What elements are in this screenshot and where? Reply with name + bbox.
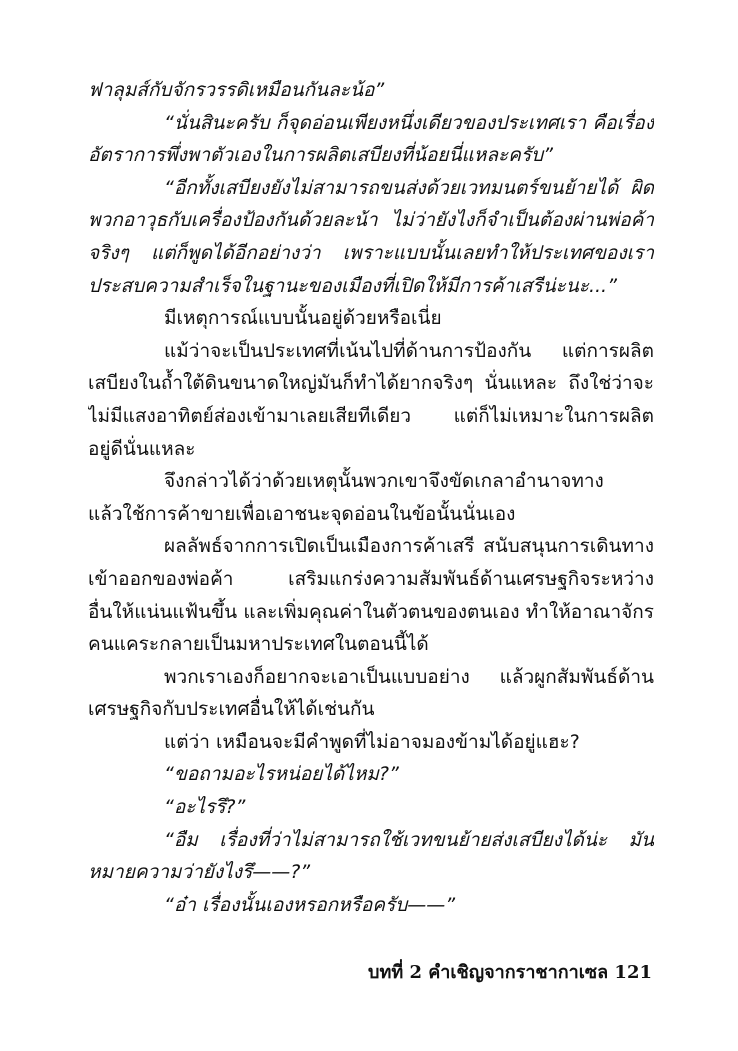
book-page-body bbox=[88, 74, 654, 921]
text-line: เสบียงในถ้ำใต้ดินขนาดใหญ่มันก็ทำได้ยากจริงๆ นั่นแหละ ถึงใช่ว่าจะ bbox=[88, 372, 654, 395]
text-line: พวกเราเองก็อยากจะเอาเป็นแบบอย่าง แล้วผูกสัมพันธ์ด้าน bbox=[164, 665, 654, 688]
text-line: แต่ว่า เหมือนจะมีคำพูดที่ไม่อาจมองข้ามได้อยู่แฮะ? bbox=[164, 730, 580, 753]
text-line: “อะไรรึ?” bbox=[164, 796, 246, 819]
text-line: อัตราการพึ่งพาตัวเองในการผลิตเสบียงที่น้อยนี่แหละครับ” bbox=[88, 144, 553, 167]
text-line: จริงๆ แต่ก็พูดได้อีกอย่างว่า เพราะแบบนั้นเลยทำให้ประเทศของเรา bbox=[88, 241, 654, 264]
text-line: แล้วใช้การค้าขายเพื่อเอาชนะจุดอ่อนในข้อนั้นนั่นเอง bbox=[88, 502, 516, 525]
text-line: จึงกล่าวได้ว่าด้วยเหตุนั้นพวกเขาจึงขัดเกลาอำนาจทาง bbox=[164, 470, 604, 493]
text-line: เศรษฐกิจกับประเทศอื่นให้ได้เช่นกัน bbox=[88, 698, 375, 721]
text-line: อยู่ดีนั่นแหละ bbox=[88, 437, 196, 460]
text-line: “นั่นสินะครับ ก็จุดอ่อนเพียงหนึ่งเดียวของประเทศเรา คือเรื่อง bbox=[164, 111, 654, 134]
text-line: มีเหตุการณ์แบบนั้นอยู่ด้วยหรือเนี่ย bbox=[164, 307, 442, 330]
text-line: “อืม เรื่องที่ว่าไม่สามารถใช้เวทขนย้ายส่งเสบียงได้น่ะ มัน bbox=[164, 828, 654, 851]
text-line: แม้ว่าจะเป็นประเทศที่เน้นไปที่ด้านการป้องกัน แต่การผลิต bbox=[164, 339, 654, 362]
text-line: ผลลัพธ์จากการเปิดเป็นเมืองการค้าเสรี สนับสนุนการเดินทาง bbox=[164, 535, 654, 558]
text-line: “อีกทั้งเสบียงยังไม่สามารถขนส่งด้วยเวทมนตร์ขนย้ายได้ ผิด bbox=[164, 176, 654, 199]
text-line: คนแคระกลายเป็นมหาประเทศในตอนนี้ได้ bbox=[88, 633, 429, 656]
text-line: ประสบความสำเร็จในฐานะของเมืองที่เปิดให้มีการค้าเสรีน่ะนะ...” bbox=[88, 274, 617, 297]
text-line: ฟาลุมส์กับจักรวรรดิเหมือนกันละน้อ” bbox=[88, 79, 385, 101]
text-line: “ขอถามอะไรหน่อยได้ไหม?” bbox=[164, 763, 399, 786]
running-footer: บทที่ 2 คำเชิญจากราชากาเซล 121 bbox=[368, 962, 652, 983]
text-line: พวกอาวุธกับเครื่องป้องกันด้วยละน้า ไม่ว่ายังไงก็จำเป็นต้องผ่านพ่อค้า bbox=[88, 209, 654, 232]
text-line: อื่นให้แน่นแฟ้นขึ้น และเพิ่มคุณค่าในตัวตนของตนเอง ทำให้อาณาจักร bbox=[88, 600, 654, 623]
text-line: “อ๋า เรื่องนั้นเองหรอกหรือครับ——” bbox=[164, 893, 456, 916]
text-line: หมายความว่ายังไงรึ——?” bbox=[88, 861, 311, 884]
text-line: เข้าออกของพ่อค้า เสริมแกร่งความสัมพันธ์ด้านเศรษฐกิจระหว่าง bbox=[88, 567, 654, 590]
text-line: ไม่มีแสงอาทิตย์ส่องเข้ามาเลยเสียทีเดียว แต่ก็ไม่เหมาะในการผลิต bbox=[88, 404, 654, 427]
